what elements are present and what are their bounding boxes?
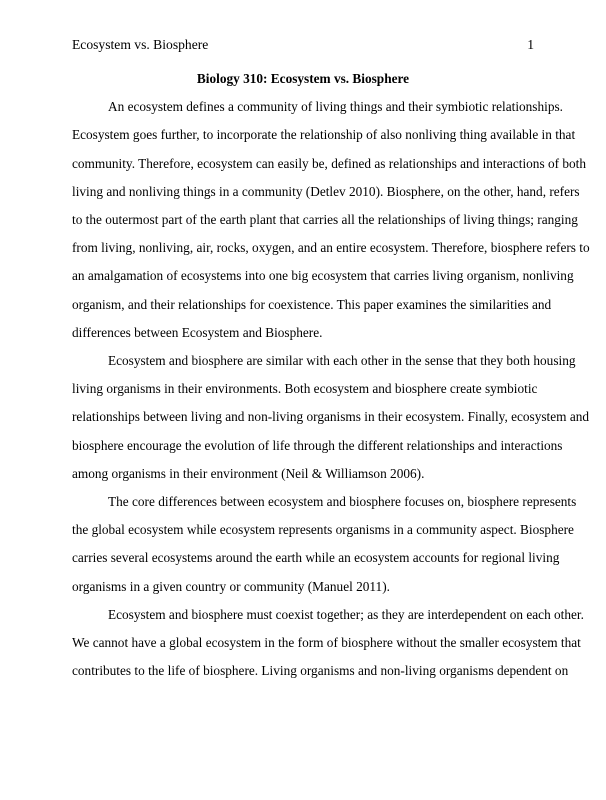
paragraph xyxy=(72,601,584,686)
paragraph-line: the global ecosystem while ecosystem represents organisms in a community aspect. Biosphere xyxy=(72,522,574,538)
running-title: Ecosystem vs. Biosphere xyxy=(72,37,209,52)
paragraph-line: carries several ecosystems around the earth while an ecosystem accounts for regional living xyxy=(72,550,560,566)
paragraph-line: The core differences between ecosystem and biosphere focuses on, biosphere represents xyxy=(108,494,577,510)
running-head xyxy=(72,36,534,54)
paragraph-line: to the outermost part of the earth plant that carries all the relationships of living things; ranging xyxy=(72,212,578,228)
paragraph-line: relationships between living and non-living organisms in their ecosystem. Finally, ecosystem and xyxy=(72,409,590,425)
paragraph-line: Ecosystem and biosphere are similar with each other in the sense that they both housing xyxy=(108,353,576,369)
paragraph-list xyxy=(72,93,590,685)
paragraph-line: differences between Ecosystem and Biosphere. xyxy=(72,324,323,340)
paragraph-line: community. Therefore, ecosystem can easily be, defined as relationships and interactions of both xyxy=(72,155,586,171)
paragraph-line: We cannot have a global ecosystem in the form of biosphere without the smaller ecosystem that xyxy=(72,635,581,651)
paragraph-line: from living, nonliving, air, rocks, oxygen, and an entire ecosystem. Therefore, biosphere refers to xyxy=(72,240,590,256)
paragraph-line: an amalgamation of ecosystems into one big ecosystem that carries living organism, nonliving xyxy=(72,268,574,284)
body-text xyxy=(72,65,590,685)
paragraph-line: among organisms in their environment (Neil & Williamson 2006). xyxy=(72,465,425,481)
paragraph-line: organism, and their relationships for coexistence. This paper examines the similarities and xyxy=(72,296,552,312)
paragraph-line: An ecosystem defines a community of living things and their symbiotic relationships. xyxy=(108,99,563,115)
paragraph-line: living and nonliving things in a community (Detlev 2010). Biosphere, on the other, hand, refers xyxy=(72,183,580,199)
paragraph-line: biosphere encourage the evolution of life through the different relationships and interactions xyxy=(72,437,563,453)
page-number: 1 xyxy=(527,37,534,52)
paragraph-line: organisms in a given country or community (Manuel 2011). xyxy=(72,578,390,594)
paragraph xyxy=(72,93,590,347)
document-title: Biology 310: Ecosystem vs. Biosphere xyxy=(196,71,410,86)
paragraph xyxy=(72,488,577,601)
paragraph-line: contributes to the life of biosphere. Living organisms and non-living organisms dependent on xyxy=(72,663,569,679)
paragraph-line: Ecosystem and biosphere must coexist together; as they are interdependent on each other. xyxy=(108,606,584,622)
paragraph-line: Ecosystem goes further, to incorporate the relationship of also nonliving thing available in that xyxy=(72,127,576,143)
paragraph xyxy=(72,347,590,488)
paragraph-line: living organisms in their environments. Both ecosystem and biosphere create symbiotic xyxy=(72,381,538,397)
